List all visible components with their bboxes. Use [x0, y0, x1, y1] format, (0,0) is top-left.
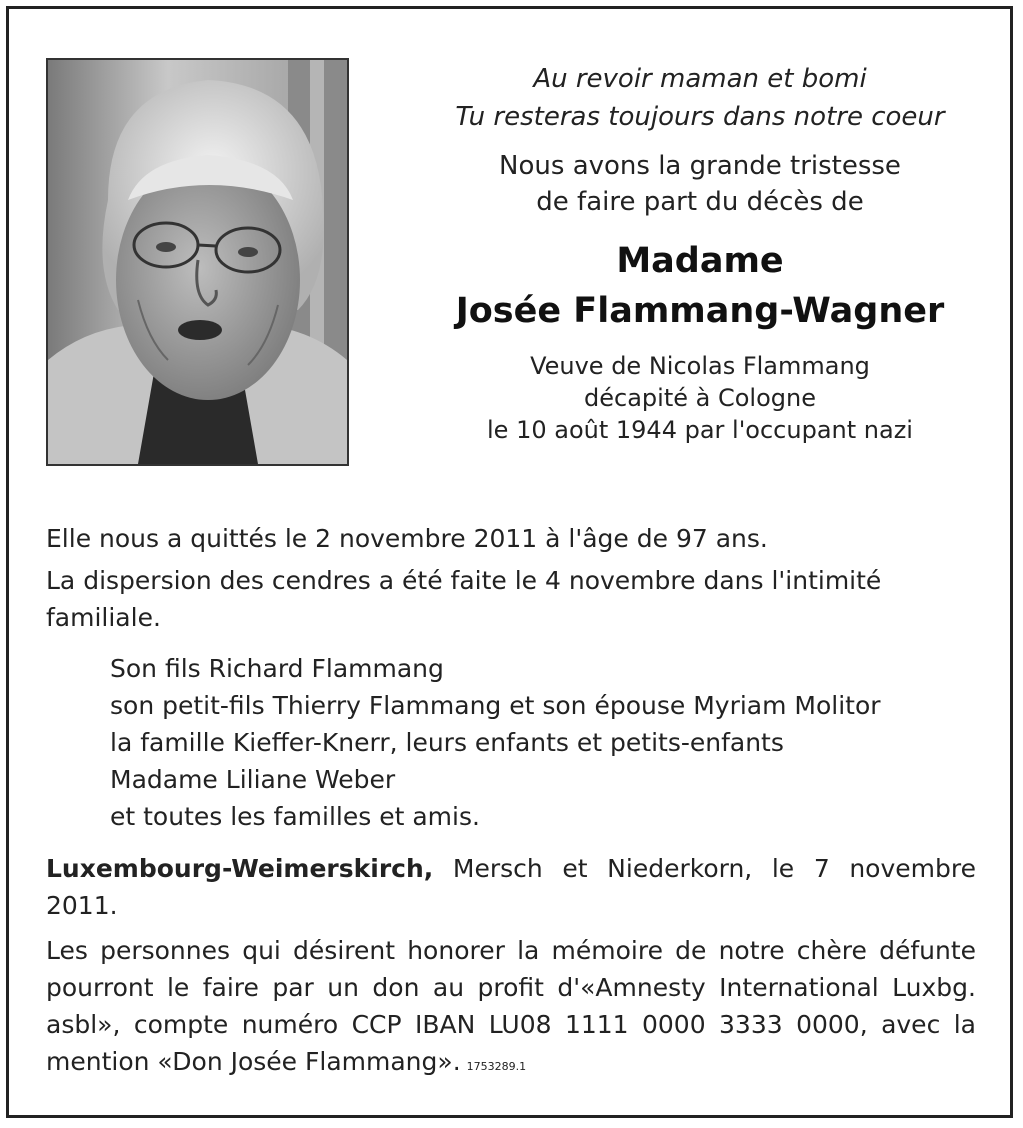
donation-paragraph	[46, 932, 976, 1085]
widow-line-1: Veuve de Nicolas Flammang	[530, 352, 870, 380]
widow-line-2: décapité à Cologne	[584, 384, 816, 412]
deceased-title: Madame	[616, 241, 784, 281]
family-member: Madame Liliane Weber	[110, 765, 396, 794]
place-rest: Mersch et Niederkorn, le 7 novembre 2011.	[46, 854, 976, 920]
announcement-line-2: de faire part du décès de	[536, 187, 864, 217]
place-date-paragraph	[46, 850, 976, 924]
deceased-name	[420, 236, 980, 336]
heading-block	[420, 60, 980, 446]
family-member: son petit-fils Thierry Flammang et son épouse Myriam Molitor	[110, 691, 881, 720]
portrait-photo	[46, 58, 349, 466]
widow-info	[420, 350, 980, 446]
announcement-line-1: Nous avons la grande tristesse	[499, 151, 901, 181]
family-member: la famille Kieffer-Knerr, leurs enfants et petits-enfants	[110, 728, 784, 757]
farewell-line-1: Au revoir maman et bomi	[533, 64, 867, 94]
place-bold: Luxembourg-Weimerskirch,	[46, 854, 434, 883]
family-member: Son fils Richard Flammang	[110, 654, 444, 683]
widow-line-3: le 10 août 1944 par l'occupant nazi	[487, 416, 913, 444]
reference-number: 1753289.1	[466, 1060, 527, 1073]
passing-paragraph: Elle nous a quittés le 2 novembre 2011 à l'âge de 97 ans.	[46, 524, 768, 553]
donation-text: Les personnes qui désirent honorer la mémoire de notre chère défunte pourront le faire par un don au profit d'«Amnesty International Luxbg. asbl», compte numéro CCP IBAN LU08 1111 0000 3333 0000, avec la mention «Don Josée Flammang».	[46, 936, 976, 1076]
farewell-line-2: Tu resteras toujours dans notre coeur	[455, 102, 945, 132]
portrait-image	[48, 60, 347, 464]
family-member: et toutes les familles et amis.	[110, 802, 480, 831]
dispersion-paragraph: La dispersion des cendres a été faite le 4 novembre dans l'intimité familiale.	[46, 566, 882, 632]
announcement-text	[420, 148, 980, 220]
deceased-full-name: Josée Flammang-Wagner	[455, 291, 945, 331]
family-list	[110, 650, 990, 835]
